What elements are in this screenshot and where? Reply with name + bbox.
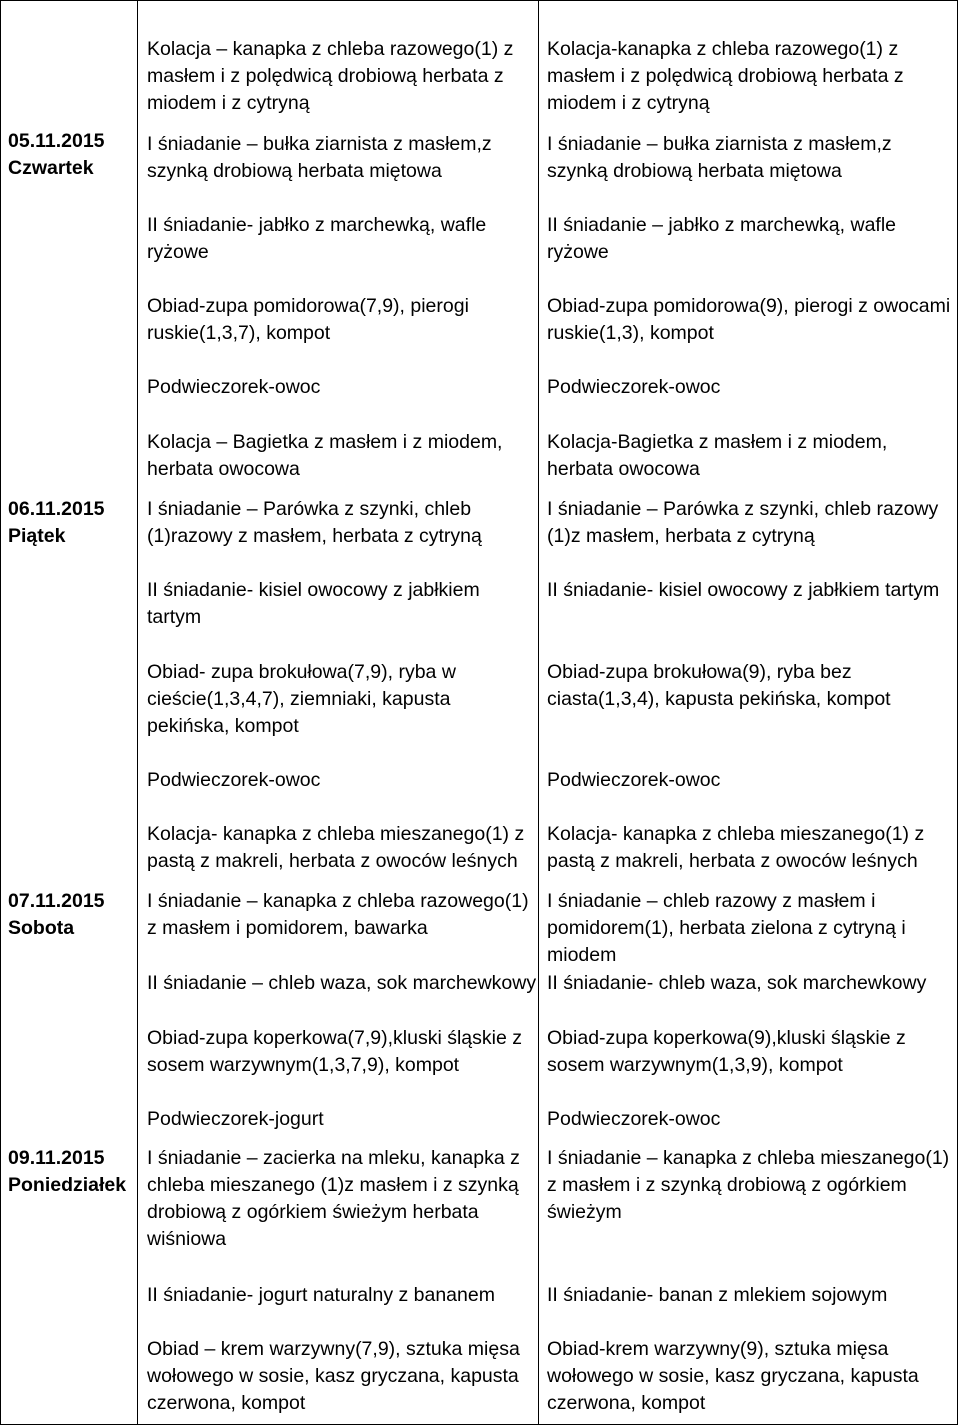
- obiad-text: cieście(1,3,4,7), ziemniaki, kapusta: [147, 688, 451, 710]
- sniadanie2-text: II śniadanie- chleb waza, sok marchewkowy: [547, 972, 927, 994]
- obiad-text: ruskie(1,3,7), kompot: [147, 322, 331, 344]
- sniadanie1-text: I śniadanie – Parówka z szynki, chleb razowy: [547, 498, 939, 520]
- podwieczorek-text: Podwieczorek-owoc: [147, 769, 321, 791]
- sniadanie2-text: II śniadanie- kisiel owocowy z jabłkiem tartym: [547, 579, 940, 601]
- podwieczorek-text: Podwieczorek-jogurt: [147, 1108, 324, 1130]
- table-border-right: [957, 0, 958, 1425]
- obiad-text: ruskie(1,3), kompot: [547, 322, 714, 344]
- obiad-text: Obiad – krem warzywny(7,9), sztuka mięsa: [147, 1338, 520, 1360]
- podwieczorek-text: Podwieczorek-owoc: [547, 376, 721, 398]
- sniadanie2-text: tartym: [147, 606, 202, 628]
- sniadanie1-text: pomidorem(1), herbata zielona z cytryną i: [547, 917, 906, 939]
- sniadanie2-text: II śniadanie – jabłko z marchewką, wafle: [547, 214, 897, 236]
- sniadanie2-text: ryżowe: [147, 241, 209, 263]
- sniadanie1-text: I śniadanie – chleb razowy z masłem i: [547, 890, 876, 912]
- obiad-text: Obiad-zupa pomidorowa(7,9), pierogi: [147, 295, 469, 317]
- sniadanie2-text: II śniadanie – chleb waza, sok marchewkowy: [147, 972, 537, 994]
- podwieczorek-text: Podwieczorek-owoc: [147, 376, 321, 398]
- obiad-text: wołowego w sosie, kasz gryczana, kapusta: [147, 1365, 519, 1387]
- kolacja-text: Kolacja- kanapka z chleba mieszanego(1) z: [147, 823, 525, 845]
- obiad-text: Obiad-zupa koperkowa(7,9),kluski śląskie z: [147, 1027, 522, 1049]
- obiad-text: Obiad-zupa brokułowa(9), ryba bez: [547, 661, 852, 683]
- obiad-text: Obiad-krem warzywny(9), sztuka mięsa: [547, 1338, 889, 1360]
- day-weekday: Poniedziałek: [8, 1174, 127, 1196]
- kolacja-text: pastą z makreli, herbata z owoców leśnych: [547, 850, 918, 872]
- sniadanie1-text: chleba mieszanego (1)z masłem i z szynką: [147, 1174, 519, 1196]
- kolacja-text: Kolacja-kanapka z chleba razowego(1) z: [547, 38, 899, 60]
- day-date: 05.11.2015: [8, 130, 105, 152]
- kolacja-text: masłem i z polędwicą drobiową herbata z: [147, 65, 504, 87]
- sniadanie1-text: z masłem i pomidorem, bawarka: [147, 917, 428, 939]
- table-border-left: [0, 0, 1, 1425]
- sniadanie1-text: (1)razowy z masłem, herbata z cytryną: [147, 525, 482, 547]
- obiad-text: ciasta(1,3,4), kapusta pekińska, kompot: [547, 688, 891, 710]
- sniadanie1-text: świeżym: [547, 1201, 622, 1223]
- sniadanie2-text: II śniadanie- jogurt naturalny z bananem: [147, 1284, 495, 1306]
- day-weekday: Piątek: [8, 525, 66, 547]
- day-weekday: Czwartek: [8, 157, 94, 179]
- sniadanie1-text: I śniadanie – bułka ziarnista z masłem,z: [147, 133, 492, 155]
- sniadanie1-text: I śniadanie – kanapka z chleba razowego(1): [147, 890, 529, 912]
- sniadanie1-text: z masłem i z szynką drobiową z ogórkiem: [547, 1174, 907, 1196]
- sniadanie1-text: wiśniowa: [147, 1228, 227, 1250]
- sniadanie1-text: szynką drobiową herbata miętowa: [547, 160, 842, 182]
- obiad-text: czerwona, kompot: [547, 1392, 706, 1414]
- obiad-text: Obiad-zupa pomidorowa(9), pierogi z owocami: [547, 295, 951, 317]
- kolacja-text: Kolacja – kanapka z chleba razowego(1) z: [147, 38, 514, 60]
- kolacja-text: masłem i z polędwicą drobiową herbata z: [547, 65, 904, 87]
- sniadanie1-text: miodem: [547, 944, 617, 966]
- kolacja-text: pastą z makreli, herbata z owoców leśnych: [147, 850, 518, 872]
- podwieczorek-text: Podwieczorek-owoc: [547, 769, 721, 791]
- sniadanie1-text: I śniadanie – kanapka z chleba mieszanego(1): [547, 1147, 950, 1169]
- obiad-text: wołowego w sosie, kasz gryczana, kapusta: [547, 1365, 919, 1387]
- table-border-top: [0, 0, 958, 1]
- sniadanie2-text: II śniadanie- kisiel owocowy z jabłkiem: [147, 579, 480, 601]
- day-weekday: Sobota: [8, 917, 75, 939]
- sniadanie1-text: I śniadanie – bułka ziarnista z masłem,z: [547, 133, 892, 155]
- obiad-text: sosem warzywnym(1,3,7,9), kompot: [147, 1054, 460, 1076]
- podwieczorek-text: Podwieczorek-owoc: [547, 1108, 721, 1130]
- day-date: 06.11.2015: [8, 498, 105, 520]
- obiad-text: pekińska, kompot: [147, 715, 299, 737]
- obiad-text: Obiad-zupa koperkowa(9),kluski śląskie z: [547, 1027, 906, 1049]
- table-divider-date: [137, 0, 138, 1425]
- sniadanie1-text: I śniadanie – Parówka z szynki, chleb: [147, 498, 472, 520]
- kolacja-text: herbata owocowa: [147, 458, 300, 480]
- kolacja-text: Kolacja- kanapka z chleba mieszanego(1) z: [547, 823, 925, 845]
- sniadanie2-text: ryżowe: [547, 241, 609, 263]
- obiad-text: Obiad- zupa brokułowa(7,9), ryba w: [147, 661, 456, 683]
- kolacja-text: Kolacja-Bagietka z masłem i z miodem,: [547, 431, 888, 453]
- day-date: 09.11.2015: [8, 1147, 105, 1169]
- kolacja-text: Kolacja – Bagietka z masłem i z miodem,: [147, 431, 503, 453]
- kolacja-text: herbata owocowa: [547, 458, 700, 480]
- sniadanie1-text: drobiową z ogórkiem świeżym herbata: [147, 1201, 479, 1223]
- sniadanie2-text: II śniadanie- jabłko z marchewką, wafle: [147, 214, 487, 236]
- obiad-text: sosem warzywnym(1,3,9), kompot: [547, 1054, 843, 1076]
- sniadanie1-text: (1)z masłem, herbata z cytryną: [547, 525, 815, 547]
- kolacja-text: miodem i z cytryną: [547, 92, 710, 114]
- sniadanie1-text: I śniadanie – zacierka na mleku, kanapka z: [147, 1147, 520, 1169]
- obiad-text: czerwona, kompot: [147, 1392, 306, 1414]
- sniadanie2-text: II śniadanie- banan z mlekiem sojowym: [547, 1284, 888, 1306]
- day-date: 07.11.2015: [8, 890, 105, 912]
- table-divider-columns: [538, 0, 539, 1425]
- kolacja-text: miodem i z cytryną: [147, 92, 310, 114]
- sniadanie1-text: szynką drobiową herbata miętowa: [147, 160, 442, 182]
